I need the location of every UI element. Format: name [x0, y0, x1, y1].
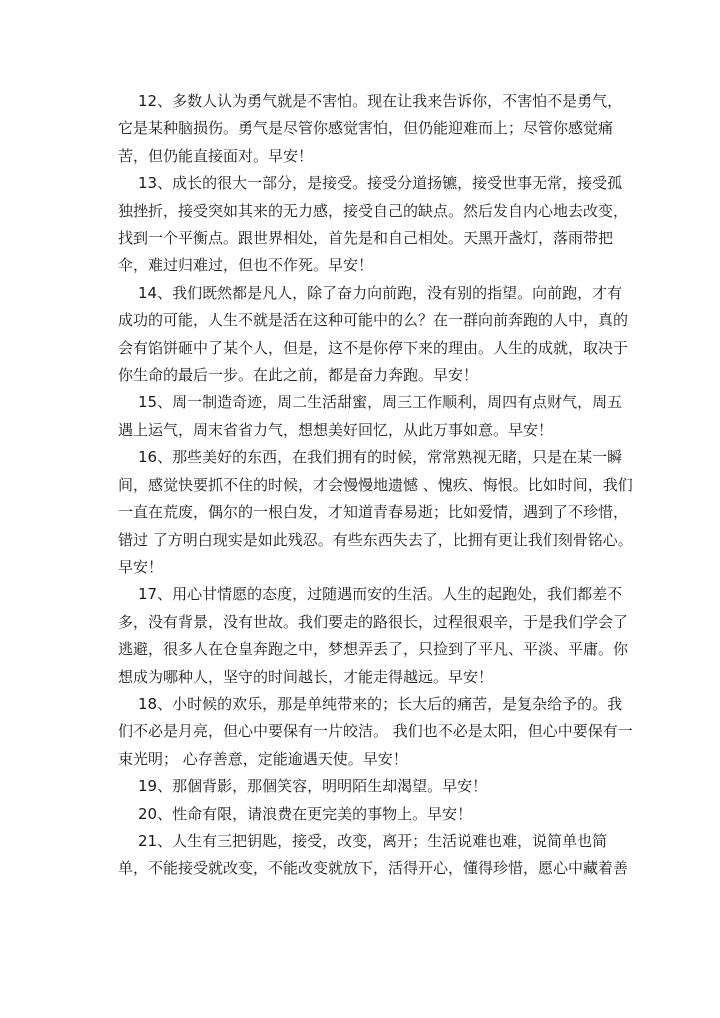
paragraph: [118, 828, 629, 883]
paragraph-line: 们不必是月亮，但心中要保有一片皎洁。 我们也不必是太阳，但心中要保有一: [118, 722, 633, 741]
paragraph: [118, 801, 602, 828]
paragraph-line: 19、那個背影，那個笑容，明明陌生却渴望。早安！: [138, 777, 488, 796]
paragraph: [118, 444, 633, 581]
paragraph-line: 17、用心甘情愿的态度，过随遇而安的生活。人生的起跑处，我们都差不: [138, 585, 623, 604]
paragraph-line: 一直在荒废，偶尔的一根白发，才知道青春易逝；比如爱情，遇到了不珍惜，: [118, 503, 629, 522]
paragraph-line: 独挫折，接受突如其来的无力感，接受自己的缺点。然后发自内心地去改变，: [118, 201, 629, 220]
paragraph-line: 20、性命有限，请浪费在更完美的事物上。早安！: [138, 804, 473, 823]
paragraph-line: 12、多数人认为勇气就是不害怕。现在让我来告诉你，不害怕不是勇气，: [138, 92, 623, 110]
paragraph-line: 找到一个平衡点。跟世界相处，首先是和自己相处。天黑开盏灯，落雨带把: [118, 229, 614, 248]
paragraph-line: 逃避，很多人在仓皇奔跑之中，梦想弄丢了，只捡到了平凡、平淡、平庸。你: [118, 640, 629, 659]
paragraph-line: 想成为哪种人，坚守的时间越长，才能走得越远。早安！: [118, 667, 494, 686]
paragraph-line: 错过 了方明白现实是如此残忍。有些东西失去了，比拥有更让我们刻骨铭心。: [118, 530, 633, 549]
paragraph-line: 成功的可能，人生不就是活在这种可能中的么？在一群向前奔跑的人中，真的: [118, 311, 629, 330]
paragraph: [118, 773, 602, 800]
paragraph-line: 早安！: [118, 557, 164, 576]
paragraph-line: 伞，难过归难过，但也不作死。早安！: [118, 256, 374, 275]
paragraph: [118, 88, 623, 170]
paragraph-line: 16、那些美好的东西，在我们拥有的时候，常常熟视无睹，只是在某一瞬: [138, 448, 623, 467]
paragraph: [118, 691, 633, 773]
paragraph-line: 束光明； 心存善意，定能逾遇天使。早安！: [118, 749, 408, 768]
paragraph-line: 18、小时候的欢乐，那是单纯带来的；长大后的痛苦，是复杂给予的。我: [138, 694, 623, 713]
paragraph-line: 你生命的最后一步。在此之前，都是奋力奔跑。早安！: [118, 366, 479, 385]
paragraph: [118, 581, 629, 691]
paragraph-line: 21、人生有三把钥匙，接受，改变，离开；生活说难也难，说简单也简: [138, 831, 608, 850]
paragraph: [118, 170, 629, 280]
paragraph-line: 14、我们既然都是凡人，除了奋力向前跑，没有别的指望。向前跑，才有: [138, 283, 623, 302]
paragraph: [118, 280, 629, 390]
paragraph-line: 15、周一制造奇迹，周二生活甜蜜，周三工作顺利，周四有点财气，周五: [138, 393, 623, 412]
paragraph-line: 13、成长的很大一部分，是接受。接受分道扬镳，接受世事无常，接受孤: [138, 174, 623, 193]
paragraph-line: 它是某种脑损伤。勇气是尽管你感觉害怕，但仍能迎难而上；尽管你感觉痛: [118, 119, 614, 138]
paragraph: [118, 389, 623, 444]
paragraph-line: 遇上运气，周末省省力气，想想美好回忆，从此万事如意。早安！: [118, 420, 554, 439]
paragraph-line: 单，不能接受就改变，不能改变就放下，活得开心，懂得珍惜，愿心中藏着善: [118, 859, 629, 878]
paragraph-line: 会有馅饼砸中了某个人，但是，这不是你停下来的理由。人生的成就，取决于: [118, 338, 629, 357]
paragraph-line: 间，感觉快要抓不住的时候，才会慢慢地遗憾 、愧疚、悔恨。比如时间，我们: [118, 475, 633, 494]
paragraph-line: 多，没有背景，没有世故。我们要走的路很长，过程很艰辛，于是我们学会了: [118, 612, 629, 631]
paragraph-line: 苦，但仍能直接面对。早安！: [118, 146, 314, 165]
document-body: [118, 88, 633, 883]
